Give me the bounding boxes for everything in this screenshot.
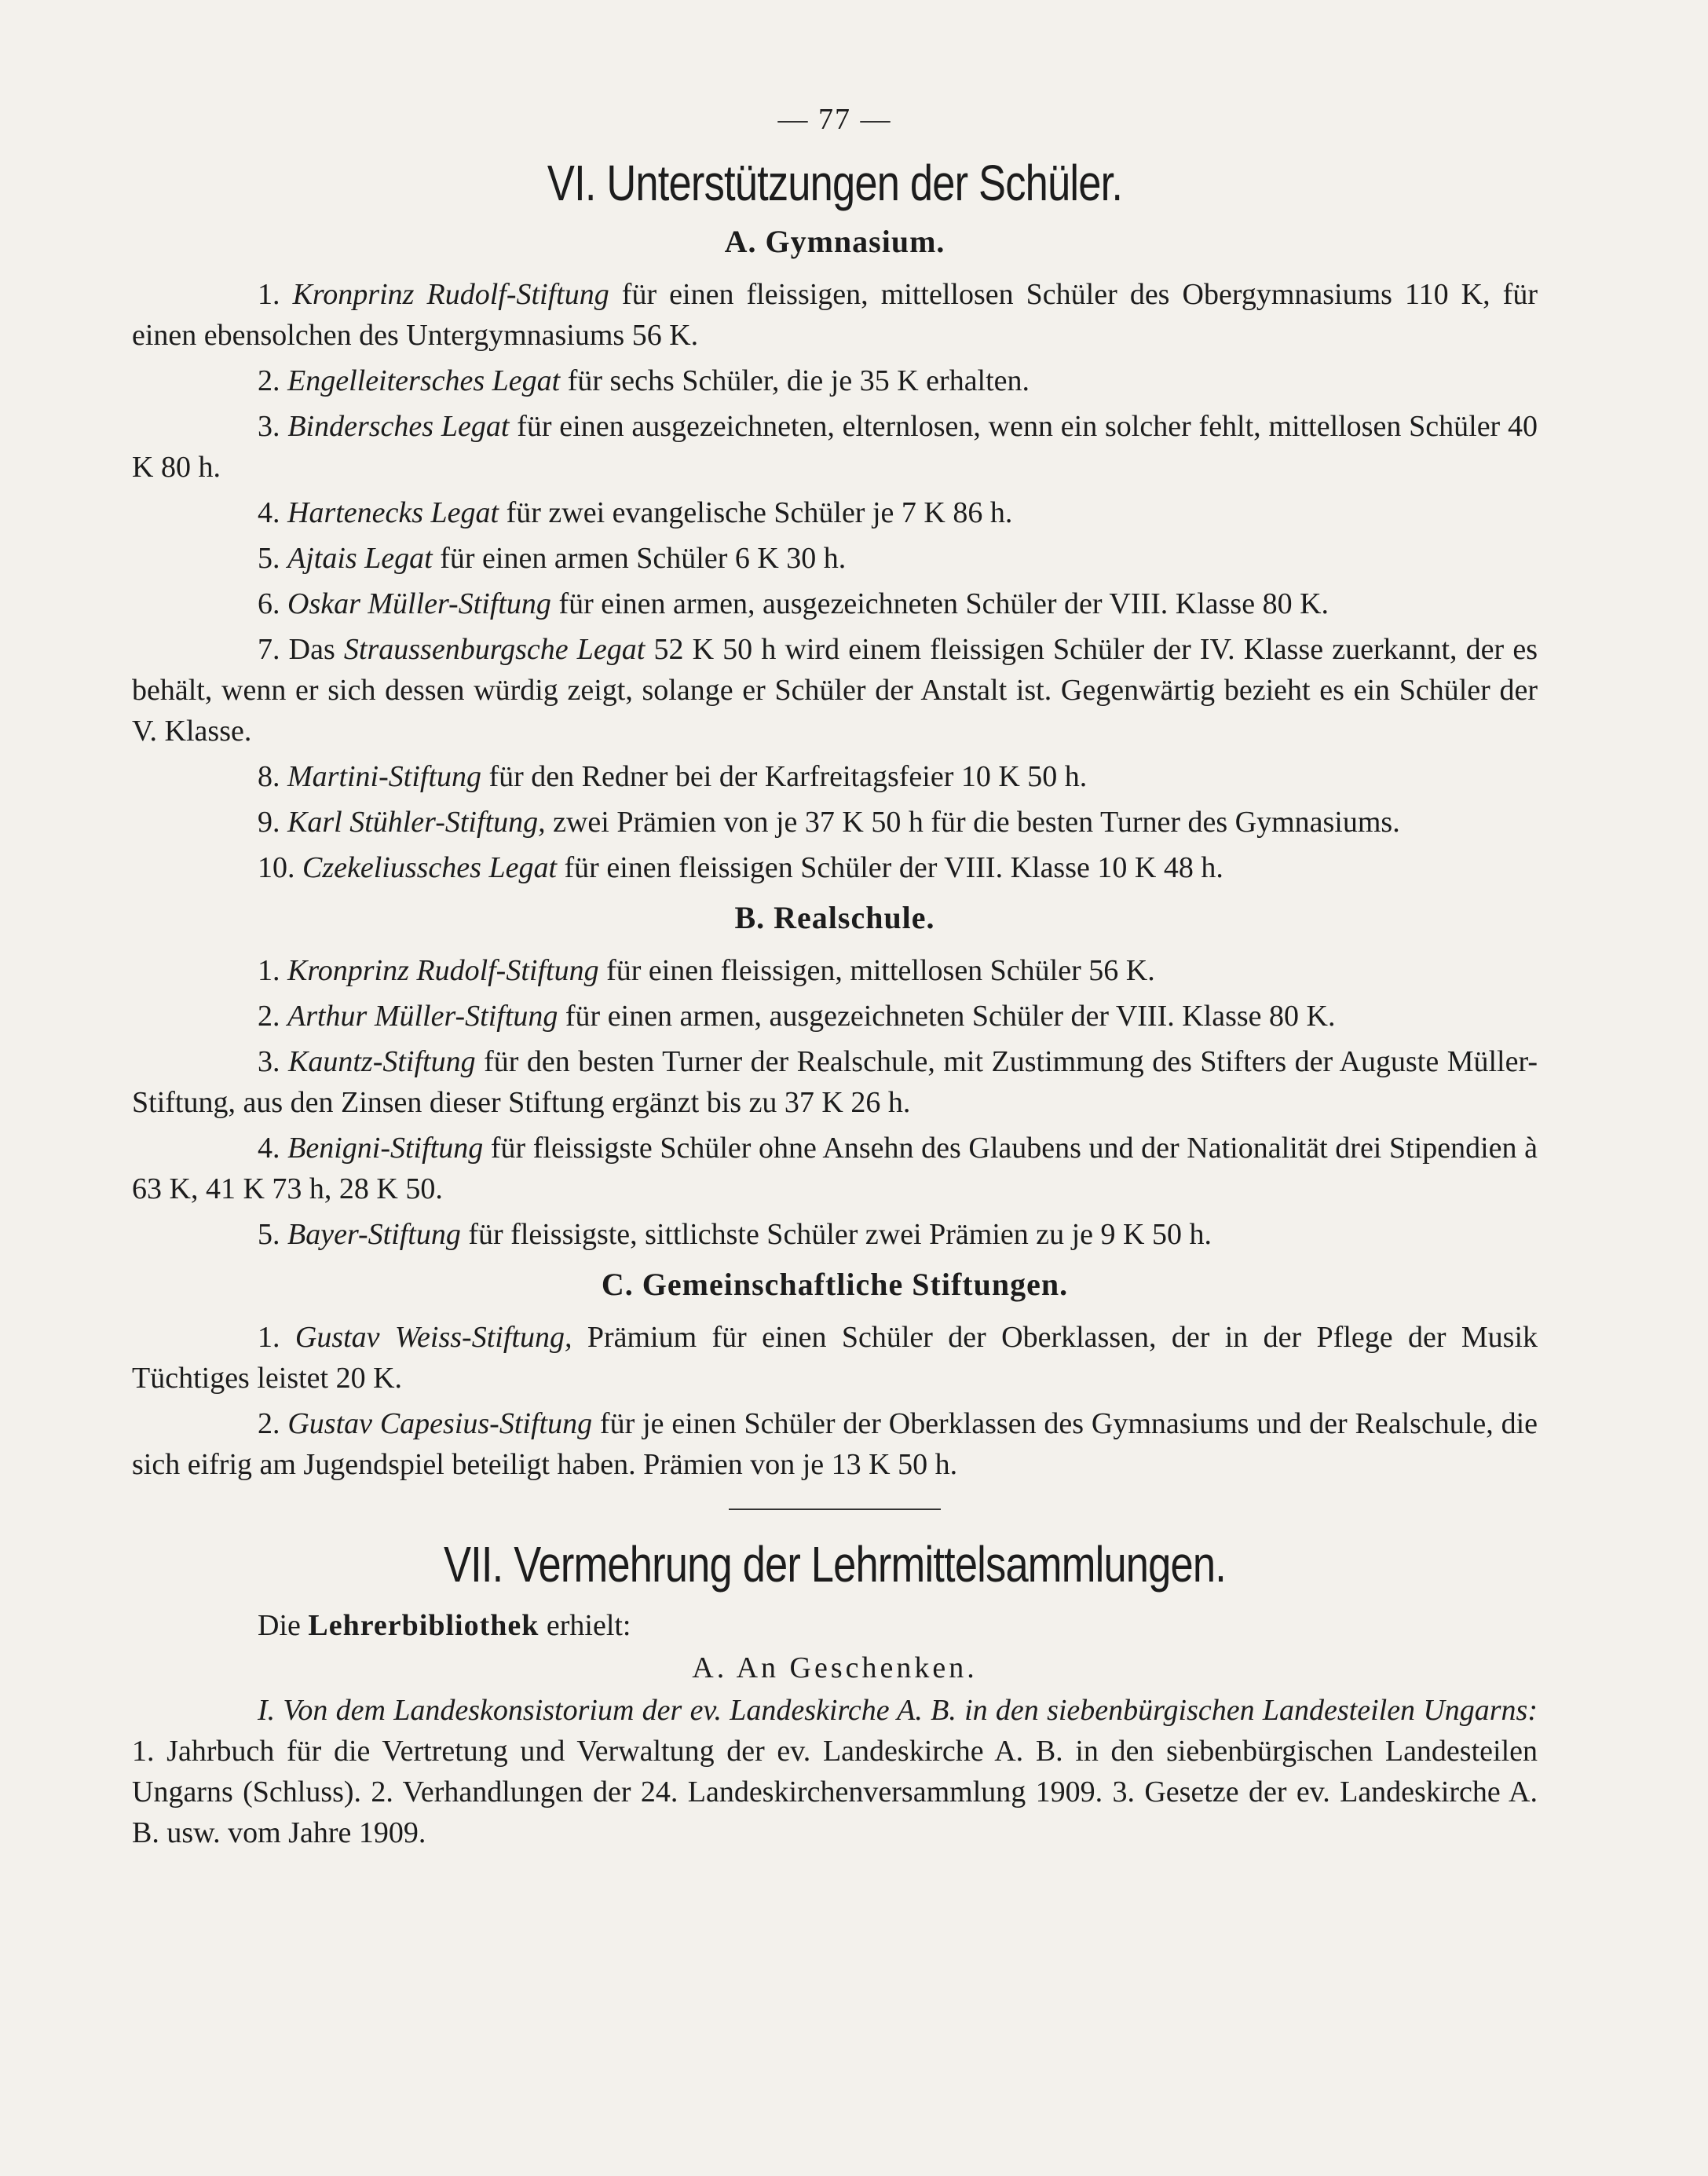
list-item [132, 847, 1538, 888]
intro-prefix: Die [258, 1608, 301, 1642]
entry-text: für fleissigste, sittlichste Schüler zwei Prämien zu je 9 K 50 h. [460, 1218, 1212, 1252]
entry-number: 1. [258, 1321, 280, 1355]
entry-number: 4. [258, 496, 280, 530]
list-item [132, 996, 1538, 1037]
entry-name: Kauntz-Stiftung [288, 1045, 476, 1079]
entry-text: für einen armen, ausgezeichneten Schüler der VIII. Klasse 80 K. [550, 587, 1329, 621]
entry-text: Prämium für einen Schüler der Oberklassen, der in der Pflege der Musik Tüchtiges leistet 20 K. [132, 1321, 1538, 1395]
entry-text: für einen fleissigen, mittellosen Schüler 56 K. [598, 954, 1155, 988]
entry-name: Kronprinz Rudolf-Stiftung [292, 278, 609, 312]
entry-text: für fleissigste Schüler ohne Ansehn des Glaubens und der Nationalität drei Stipendien à 63 K, 41 K 73 h, 28 K 50. [132, 1132, 1538, 1206]
entry-text: für sechs Schüler, die je 35 K erhalten. [560, 364, 1030, 398]
section-a-list [132, 274, 1538, 888]
list-item [132, 802, 1538, 843]
entry-name: Czekeliussches Legat [302, 851, 558, 885]
entry-number: 7. Das [258, 633, 335, 667]
section-b-list [132, 950, 1538, 1255]
entry-text: 52 K 50 h wird einem fleissigen Schüler der IV. Klasse zuerkannt, der es behält, wenn er sich dessen würdig zeigt, solange er Schüler der Anstalt ist. Gegenwärtig bezieht es ein Schüler der V. Klasse. [132, 633, 1538, 748]
list-item [132, 756, 1538, 797]
entry-number: 3. [258, 1045, 280, 1079]
entry-text: für den Redner bei der Karfreitagsfeier 10 K 50 h. [481, 760, 1088, 794]
entry-number: 9. [258, 806, 280, 839]
list-item [132, 1214, 1538, 1255]
entry-name: Martini-Stiftung [287, 760, 481, 794]
geschenken-subheading: A. An Geschenken. [692, 1651, 978, 1684]
list-item [132, 274, 1538, 356]
list-item [132, 492, 1538, 533]
entry-name: Straussenburgsche Legat [343, 633, 646, 667]
list-item [132, 629, 1538, 752]
entry-number: 2. [258, 1000, 280, 1033]
entry-number: 1. [258, 278, 280, 312]
list-item [132, 1317, 1538, 1399]
entry-number: 5. [258, 1218, 280, 1252]
list-item [132, 1690, 1538, 1853]
entry-text: für einen armen Schüler 6 K 30 h. [432, 542, 847, 576]
entry-name: Bayer-Stiftung [287, 1218, 461, 1252]
intro-suffix: erhielt: [546, 1608, 631, 1642]
section-b-heading: B. Realschule. [734, 900, 935, 936]
entry-text: für den besten Turner der Realschule, mit Zustimmung des Stifters der Auguste Müller-Stiftung, aus den Zinsen dieser Stiftung ergänzt bis zu 37 K 26 h. [132, 1045, 1538, 1120]
entry-text: 1. Jahrbuch für die Vertretung und Verwaltung der ev. Landeskirche A. B. in den siebenbürgischen Landesteilen Ungarns (Schluss). 2. Verhandlungen der 24. Landeskirchenversammlung 1909. 3. Gesetze der ev. Landeskirche A. B. usw. vom Jahre 1909. [132, 1734, 1538, 1849]
list-item [132, 583, 1538, 624]
page-number: — 77 — [777, 103, 892, 136]
section-a-heading: A. Gymnasium. [724, 224, 945, 260]
section-vii-title: VII. Vermehrung der Lehrmittelsammlungen. [443, 1536, 1227, 1593]
entry-number: 1. [258, 954, 280, 988]
entry-number: 10. [258, 851, 295, 885]
entry-name: Gustav Capesius-Stiftung [287, 1407, 593, 1441]
list-item [132, 1128, 1538, 1209]
section-divider [729, 1509, 941, 1510]
entry-number: 2. [258, 1407, 280, 1441]
entry-number: 5. [258, 542, 280, 576]
entry-text: für einen ausgezeichneten, elternlosen, wenn ein solcher fehlt, mittellosen Schüler 40 K 80 h. [132, 410, 1538, 485]
entry-text: zwei Prämien von je 37 K 50 h für die besten Turner des Gymnasiums. [545, 806, 1400, 839]
intro-bold: Lehrerbibliothek [308, 1608, 539, 1642]
section-vi-title: VI. Unterstützungen der Schüler. [547, 155, 1123, 211]
entry-name: Karl Stühler-Stiftung, [287, 806, 546, 839]
entry-name: I. Von dem Landeskonsistorium der ev. Landeskirche A. B. in den siebenbürgischen Landesteilen Ungarns: [258, 1693, 1538, 1727]
document-page [132, 102, 1538, 1858]
list-item [132, 1041, 1538, 1123]
library-intro [132, 1605, 1538, 1646]
list-item [132, 1403, 1538, 1485]
entry-name: Oskar Müller-Stiftung [287, 587, 551, 621]
entry-number: 6. [258, 587, 280, 621]
entry-name: Engelleitersches Legat [287, 364, 561, 398]
entry-name: Arthur Müller-Stiftung [287, 1000, 558, 1033]
list-item [132, 406, 1538, 488]
entry-name: Ajtais Legat [287, 542, 433, 576]
section-c-list [132, 1317, 1538, 1485]
entry-name: Bindersches Legat [287, 410, 510, 444]
entry-text: für einen fleissigen, mittellosen Schüler des Obergymnasiums 110 K, für einen ebensolchen des Untergymnasiums 56 K. [132, 278, 1538, 353]
entry-name: Kronprinz Rudolf-Stiftung [287, 954, 599, 988]
entry-name: Gustav Weiss-Stiftung, [294, 1321, 572, 1355]
list-item [132, 360, 1538, 401]
list-item [132, 950, 1538, 991]
entry-number: 3. [258, 410, 280, 444]
list-item [132, 538, 1538, 579]
entry-number: 8. [258, 760, 280, 794]
entry-text: für je einen Schüler der Oberklassen des Gymnasiums und der Realschule, die sich eifrig am Jugendspiel beteiligt haben. Prämien von je 13 K 50 h. [132, 1407, 1538, 1482]
entry-text: für einen armen, ausgezeichneten Schüler der VIII. Klasse 80 K. [558, 1000, 1336, 1033]
entry-number: 4. [258, 1132, 280, 1165]
section-c-heading: C. Gemeinschaftliche Stiftungen. [601, 1267, 1069, 1303]
entry-name: Hartenecks Legat [287, 496, 499, 530]
entry-name: Benigni-Stiftung [287, 1132, 484, 1165]
entry-text: für zwei evangelische Schüler je 7 K 86 h. [499, 496, 1013, 530]
entry-text: für einen fleissigen Schüler der VIII. Klasse 10 K 48 h. [557, 851, 1223, 885]
entry-number: 2. [258, 364, 280, 398]
